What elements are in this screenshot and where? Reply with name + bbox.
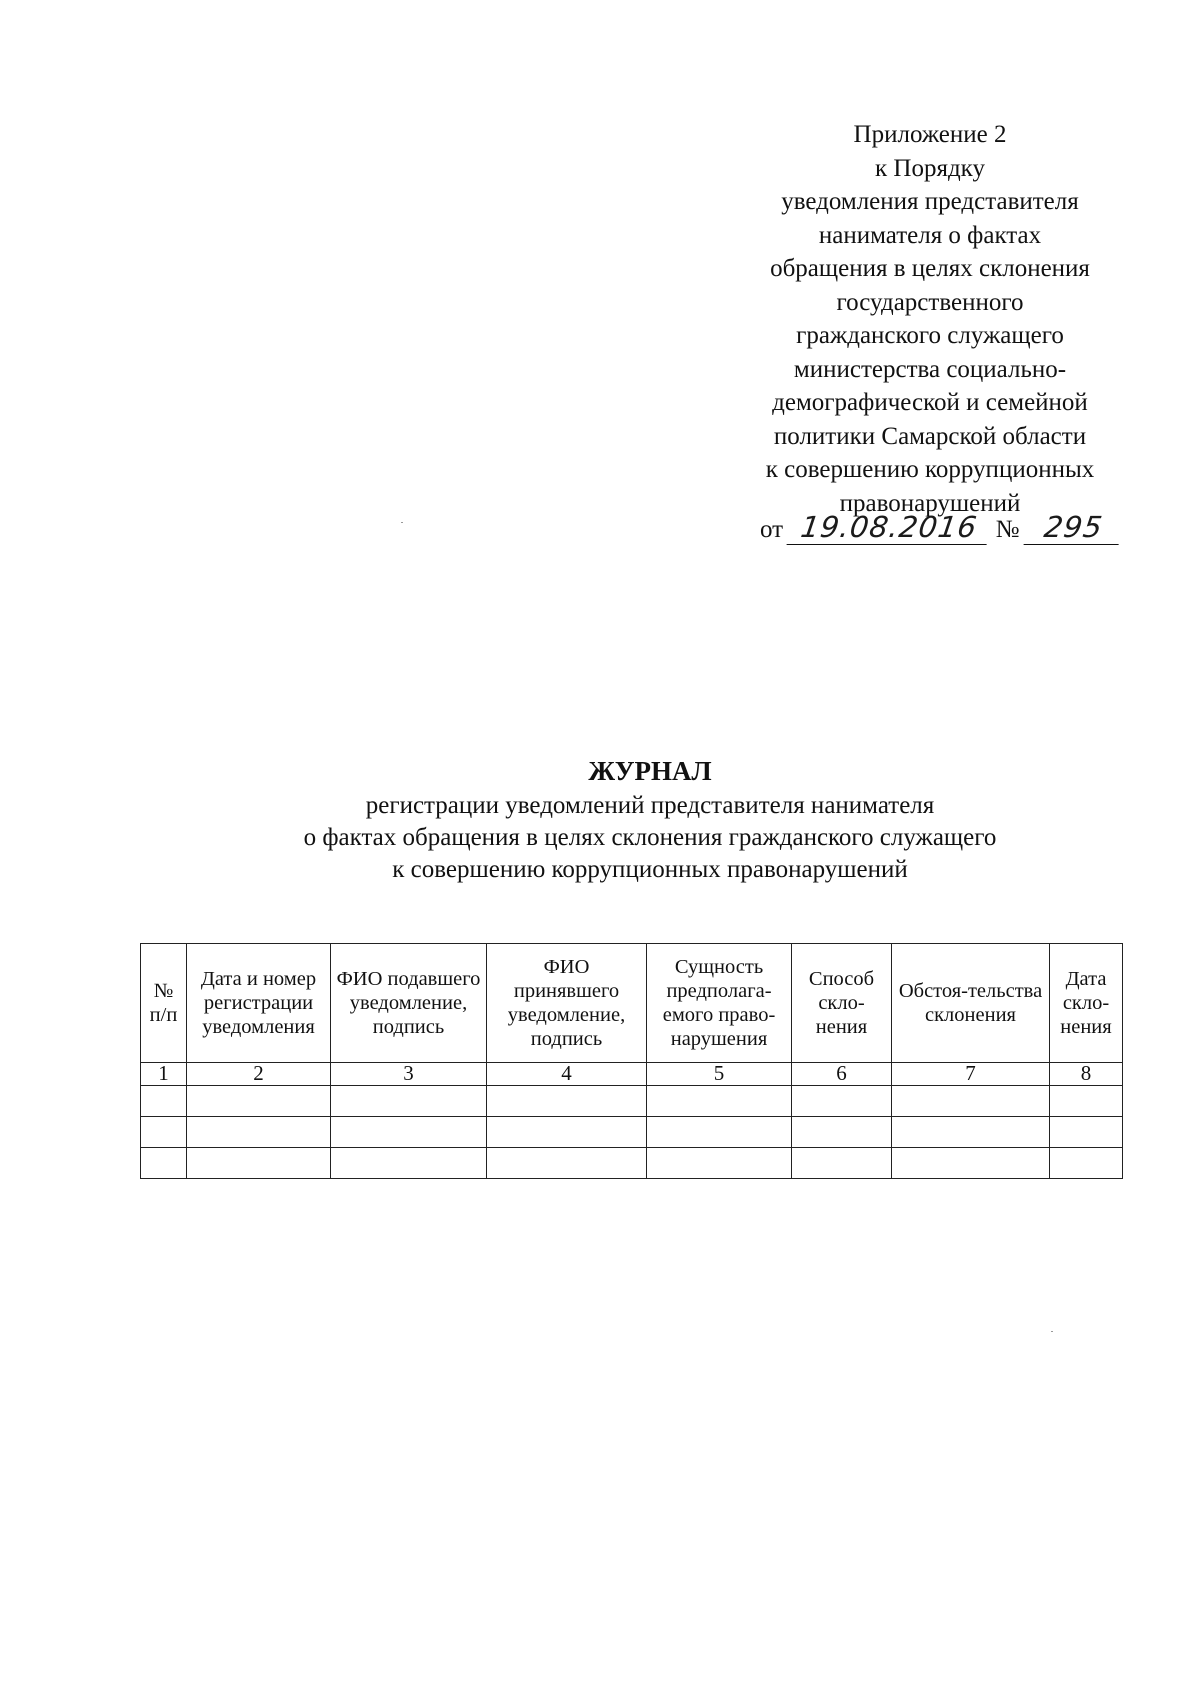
journal-title: ЖУРНАЛ — [588, 756, 712, 786]
appendix-line: государственного — [836, 288, 1024, 316]
table-cell — [647, 1086, 792, 1117]
table-cell — [892, 1117, 1050, 1148]
appendix-line: гражданского служащего — [796, 322, 1064, 349]
table-cell — [141, 1148, 187, 1179]
handwritten-number: 295 — [1023, 510, 1123, 545]
table-cell — [487, 1086, 647, 1117]
appendix-line: нанимателя о фактах — [818, 221, 1042, 249]
table-cell — [187, 1117, 331, 1148]
table-cell — [892, 1086, 1050, 1117]
header-cell-circumstances: Обстоя-тельства склонения — [892, 944, 1050, 1063]
table-cell — [141, 1086, 187, 1117]
column-number: 1 — [141, 1063, 187, 1086]
table-cell — [487, 1117, 647, 1148]
column-number: 6 — [792, 1063, 892, 1086]
table-cell — [487, 1148, 647, 1179]
table-cell — [187, 1086, 331, 1117]
from-label: от — [760, 516, 784, 543]
table-cell — [647, 1148, 792, 1179]
table-cell — [187, 1148, 331, 1179]
scan-speck — [401, 522, 403, 523]
appendix-line: правонарушений — [839, 489, 1021, 517]
registration-table — [140, 943, 1123, 1179]
column-number: 7 — [892, 1063, 1050, 1086]
appendix-line: к Порядку — [875, 154, 985, 182]
scan-speck — [1051, 1331, 1053, 1332]
header-cell-receiver: ФИО принявшего уведомление, подпись — [487, 944, 647, 1063]
table-header-row — [141, 944, 1123, 1063]
table-cell — [792, 1148, 892, 1179]
table-cell — [892, 1148, 1050, 1179]
table-cell — [1050, 1148, 1123, 1179]
column-number: 3 — [331, 1063, 487, 1086]
column-number: 5 — [647, 1063, 792, 1086]
appendix-line: Приложение 2 — [853, 121, 1007, 148]
appendix-line: политики Самарской области — [773, 422, 1087, 450]
table-cell — [331, 1148, 487, 1179]
header-cell-offense: Сущность предполага-емого право-нарушения — [647, 944, 792, 1063]
journal-subtitle — [0, 790, 1200, 886]
table-cell — [647, 1117, 792, 1148]
subtitle-line: регистрации уведомлений представителя нанимателя — [365, 792, 935, 819]
table-cell — [792, 1117, 892, 1148]
appendix-line: обращения в целях склонения — [770, 255, 1090, 282]
subtitle-line: о фактах обращения в целях склонения гражданского служащего — [303, 824, 997, 851]
order-reference — [760, 510, 1121, 545]
table-cell — [792, 1086, 892, 1117]
column-number-row — [141, 1063, 1123, 1086]
header-cell-number: № п/п — [141, 944, 187, 1063]
table-cell — [141, 1117, 187, 1148]
appendix-line: министерства социально- — [793, 355, 1067, 383]
table-cell — [1050, 1117, 1123, 1148]
column-number: 4 — [487, 1063, 647, 1086]
appendix-line: демографической и семейной — [772, 389, 1088, 416]
appendix-line: к совершению коррупционных — [765, 456, 1095, 483]
handwritten-date: 19.08.2016 — [787, 510, 992, 545]
appendix-line: уведомления представителя — [781, 188, 1079, 215]
table-cell — [331, 1117, 487, 1148]
header-cell-date: Дата скло-нения — [1050, 944, 1123, 1063]
header-cell-method: Способ скло-нения — [792, 944, 892, 1063]
header-cell-registration: Дата и номер регистрации уведомления — [187, 944, 331, 1063]
header-cell-submitter: ФИО подавшего уведомление, подпись — [331, 944, 487, 1063]
column-number: 2 — [187, 1063, 331, 1086]
table-cell — [331, 1086, 487, 1117]
table-row — [141, 1086, 1123, 1117]
appendix-block — [730, 118, 1130, 520]
table-row — [141, 1117, 1123, 1148]
column-number: 8 — [1050, 1063, 1123, 1086]
subtitle-line: к совершению коррупционных правонарушений — [392, 856, 908, 883]
number-label: № — [995, 516, 1020, 543]
table-cell — [1050, 1086, 1123, 1117]
table-row — [141, 1148, 1123, 1179]
